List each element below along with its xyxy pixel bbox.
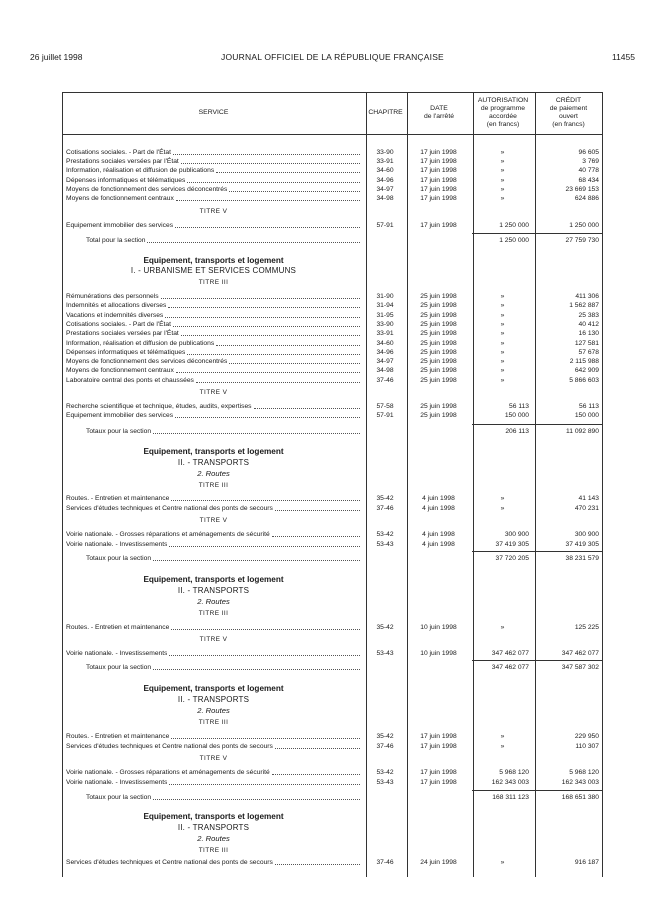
titre-heading: TITRE V [199,389,228,396]
table-row [62,157,603,166]
row-chapitre: 37-46 [376,504,394,512]
subsection-heading: 2. Routes [197,706,230,715]
row-chapitre: 57-91 [376,222,394,229]
section-total-row [62,793,603,802]
dot-leader [176,200,360,201]
column-header-service: SERVICE [198,109,229,116]
table-row [62,504,603,513]
table-row [62,311,603,320]
row-label: Services d'études techniques et Centre national des ponts de secours [66,859,273,866]
dot-leader [173,154,360,155]
section-heading: II. - TRANSPORTS [177,823,250,832]
row-credit: 40 412 [578,320,599,328]
row-credit: 642 909 [574,367,599,375]
row-label: Routes. - Entretien et maintenance [66,733,170,740]
ministry-heading: Equipement, transports et logement [143,447,284,456]
section-heading: I. - URBANISME ET SERVICES COMMUNS [130,266,297,275]
row-credit: 41 143 [578,495,599,502]
table-row [62,301,603,310]
section-heading: II. - TRANSPORTS [177,458,250,467]
row-autorisation: 300 900 [504,531,529,538]
row-date: 17 juin 1998 [420,742,457,750]
row-label: Cotisations sociales. - Part de l'État [66,149,171,156]
row-autorisation: » [500,348,505,356]
total-credit: 27 759 730 [565,237,599,244]
row-credit: 23 669 153 [565,185,599,193]
dot-leader [147,242,360,243]
row-credit: 56 113 [579,403,599,410]
dot-leader [171,738,360,739]
row-label: Voirie nationale. - Grosses réparations et aménagements de sécurité [66,769,270,776]
row-autorisation: » [500,149,505,156]
row-date: 25 juin 1998 [420,293,457,300]
row-chapitre: 37-46 [376,742,394,750]
row-date: 25 juin 1998 [420,311,457,319]
table-row [62,742,603,751]
row-chapitre: 33-90 [376,320,394,328]
row-chapitre: 34-96 [376,176,394,184]
table-row [62,176,603,185]
row-label: Prestations sociales versées par l'État [66,330,179,338]
dot-leader [254,408,360,409]
row-label: Dépenses informatiques et télématiques [66,348,186,356]
dot-leader [275,748,360,749]
row-label: Voirie nationale. - Grosses réparations et aménagements de sécurité [66,531,270,538]
dot-leader [187,354,360,355]
row-date: 25 juin 1998 [420,403,457,410]
row-credit: 57 678 [578,348,599,356]
row-date: 25 juin 1998 [420,412,457,420]
row-autorisation: » [500,859,505,866]
row-label: Rémunérations des personnels [66,293,159,300]
total-label: Totaux pour la section [86,794,152,801]
table-row [62,778,603,787]
row-label: Moyens de fonctionnement des services déconcentrés [66,185,228,193]
row-label: Services d'études techniques et Centre national des ponts de secours [66,742,273,750]
table-row [62,185,603,194]
row-label: Dépenses informatiques et télématiques [66,176,186,184]
total-label: Totaux pour la section [86,664,152,671]
ministry-heading: Equipement, transports et logement [143,684,284,693]
row-label: Voirie nationale. - Investissements [66,650,168,657]
table-row [62,376,603,385]
row-credit: 3 769 [582,158,599,166]
header-journal-title: JOURNAL OFFICIEL DE LA RÉPUBLIQUE FRANÇAISE [221,52,444,62]
row-chapitre: 34-60 [376,167,394,175]
section-total-row [62,663,603,672]
total-label: Totaux pour la section [86,555,152,562]
row-date: 4 juin 1998 [422,531,455,538]
row-autorisation: » [500,367,505,375]
header-separator [62,134,603,135]
row-chapitre: 33-91 [376,158,394,166]
row-date: 4 juin 1998 [422,495,455,502]
dot-leader [171,629,360,630]
row-autorisation: » [500,504,505,512]
dot-leader [153,799,360,800]
row-credit: 150 000 [574,412,599,420]
dot-leader [196,382,360,383]
total-label: Total pour la section [86,237,146,244]
row-autorisation: » [500,176,505,184]
dot-leader [216,345,360,346]
dot-leader [272,536,360,537]
row-autorisation: » [500,302,505,310]
section-total-row [62,554,603,563]
row-label: Laboratoire central des ponts et chaussées [66,376,194,384]
subsection-heading: 2. Routes [197,834,230,843]
column-header-chapitre: CHAPITRE [368,109,403,116]
table-row [62,221,603,230]
row-autorisation: » [500,358,505,366]
row-chapitre: 37-46 [376,859,394,866]
row-chapitre: 37-46 [376,376,394,384]
row-credit: 25 383 [578,311,599,319]
row-chapitre: 34-97 [376,185,394,193]
row-date: 25 juin 1998 [420,302,457,310]
titre-heading: TITRE V [199,517,228,524]
dot-leader [169,546,360,547]
total-rule [472,660,603,661]
table-row [62,348,603,357]
table-row [62,623,603,632]
table-row [62,320,603,329]
row-autorisation: 1 250 000 [499,222,529,229]
row-autorisation: » [500,742,505,750]
row-date: 17 juin 1998 [420,195,457,202]
column-divider [473,93,474,877]
row-label: Recherche scientifique et technique, études, audits, expertises [66,403,252,410]
dot-leader [153,560,360,561]
row-chapitre: 53-43 [376,540,394,548]
row-credit: 110 307 [575,742,599,750]
row-credit: 1 250 000 [569,222,599,229]
titre-heading: TITRE V [199,636,228,643]
total-rule [472,424,603,425]
table-row [62,166,603,175]
column-divider [407,93,408,877]
row-credit: 1 562 887 [569,302,599,310]
dot-leader [181,163,360,164]
row-label: Routes. - Entretien et maintenance [66,495,170,502]
table-row [62,768,603,777]
dot-leader [229,363,360,364]
row-date: 25 juin 1998 [420,320,457,328]
total-rule [472,233,603,234]
row-date: 17 juin 1998 [420,176,457,184]
row-date: 17 juin 1998 [420,167,457,175]
row-autorisation: » [500,293,505,300]
section-heading: II. - TRANSPORTS [177,586,250,595]
dot-leader [272,774,360,775]
row-autorisation: 5 968 120 [499,769,529,776]
row-date: 10 juin 1998 [420,650,457,657]
ministry-heading: Equipement, transports et logement [143,812,284,821]
row-autorisation: » [500,624,505,631]
dot-leader [275,864,360,865]
dot-leader [216,172,360,173]
table-row [62,357,603,366]
row-date: 17 juin 1998 [420,158,457,166]
total-credit: 38 231 579 [565,555,599,562]
row-autorisation: » [500,195,505,202]
row-credit: 300 900 [574,531,599,538]
dot-leader [171,500,360,501]
row-autorisation: » [500,320,505,328]
row-chapitre: 57-91 [376,412,394,420]
row-date: 25 juin 1998 [420,358,457,366]
section-heading: II. - TRANSPORTS [177,695,250,704]
row-autorisation: 56 113 [509,403,529,410]
section-total-row [62,427,603,436]
dot-leader [169,784,360,785]
row-date: 4 juin 1998 [422,540,455,548]
row-date: 17 juin 1998 [420,222,457,229]
row-label: Vacations et indemnités diverses [66,311,164,319]
table-row [62,540,603,549]
row-credit: 411 306 [575,293,599,300]
titre-heading: TITRE V [199,208,228,215]
row-label: Prestations sociales versées par l'État [66,158,179,166]
row-label: Cotisations sociales. - Part de l'État [66,320,171,328]
dot-leader [165,317,360,318]
row-date: 25 juin 1998 [420,376,457,384]
column-divider [366,93,367,877]
row-chapitre: 35-42 [376,495,394,502]
row-chapitre: 34-97 [376,358,394,366]
table-row [62,148,603,157]
subsection-heading: 2. Routes [197,597,230,606]
total-credit: 11 092 890 [566,428,599,435]
total-credit: 347 587 302 [561,664,599,671]
table-row [62,494,603,503]
row-credit: 37 419 305 [565,540,599,548]
row-chapitre: 53-42 [376,769,394,776]
row-credit: 5 866 603 [569,376,599,384]
dot-leader [175,417,360,418]
table-row [62,329,603,338]
table-row [62,530,603,539]
row-autorisation: » [500,495,505,502]
table-row [62,194,603,203]
row-date: 17 juin 1998 [420,733,457,740]
dot-leader [181,335,360,336]
row-chapitre: 53-43 [376,650,394,657]
row-credit: 127 581 [574,339,599,347]
header-date: 26 juillet 1998 [30,52,83,62]
total-rule [472,551,603,552]
row-autorisation: 347 462 077 [491,650,529,657]
table-row [62,402,603,411]
row-chapitre: 53-43 [376,778,394,786]
dot-leader [153,669,360,670]
total-autorisation: 347 462 077 [491,664,529,671]
row-credit: 347 462 077 [561,650,599,657]
row-label: Voirie nationale. - Investissements [66,540,168,548]
dot-leader [169,655,360,656]
row-credit: 229 950 [574,733,599,740]
row-date: 24 juin 1998 [420,859,457,866]
total-rule [472,790,603,791]
row-credit: 162 343 003 [561,778,599,786]
row-autorisation: » [500,330,505,338]
table-row [62,339,603,348]
titre-heading: TITRE III [198,847,229,854]
row-label: Voirie nationale. - Investissements [66,778,168,786]
column-header-autorisation: AUTORISATION de programme accordée (en francs) [477,97,529,128]
row-label: Equipement immobilier des services [66,412,174,420]
row-chapitre: 53-42 [376,531,394,538]
row-label: Services d'études techniques et Centre national des ponts de secours [66,504,273,512]
row-autorisation: » [500,339,505,347]
table-row [62,858,603,867]
table-row [62,292,603,301]
row-label: Information, réalisation et diffusion de publications [66,167,215,175]
section-total-row [62,236,603,245]
row-label: Moyens de fonctionnement centraux [66,195,174,202]
row-date: 10 juin 1998 [420,624,457,631]
header-page-number: 11455 [611,52,635,62]
row-credit: 68 434 [578,176,599,184]
titre-heading: TITRE III [198,610,229,617]
row-date: 25 juin 1998 [420,330,457,338]
row-autorisation: » [500,376,505,384]
row-chapitre: 57-58 [376,403,394,410]
row-date: 25 juin 1998 [420,367,457,375]
row-credit: 125 225 [574,624,599,631]
row-chapitre: 34-98 [376,367,394,375]
dot-leader [153,433,360,434]
row-date: 25 juin 1998 [420,339,457,347]
row-chapitre: 31-94 [376,302,394,310]
table-row [62,366,603,375]
row-credit: 624 886 [574,195,599,202]
titre-heading: TITRE III [198,279,229,286]
dot-leader [187,182,360,183]
row-autorisation: » [500,311,505,319]
row-date: 4 juin 1998 [422,504,455,512]
titre-heading: TITRE III [198,719,229,726]
table-row [62,732,603,741]
dot-leader [175,227,360,228]
total-autorisation: 168 311 123 [492,794,529,801]
row-autorisation: 150 000 [504,412,529,420]
row-autorisation: » [500,167,505,175]
row-chapitre: 33-91 [376,330,394,338]
running-header [30,52,635,64]
dot-leader [173,326,360,327]
row-credit: 5 968 120 [569,769,599,776]
row-date: 17 juin 1998 [420,778,457,786]
total-autorisation: 206 113 [505,428,529,435]
row-autorisation: » [500,185,505,193]
row-credit: 40 778 [578,167,599,175]
table-row [62,649,603,658]
row-date: 17 juin 1998 [420,149,457,156]
column-header-date: DATE de l'arrêté [423,105,454,120]
dot-leader [168,307,360,308]
row-credit: 96 605 [578,149,599,156]
row-label: Moyens de fonctionnement des services déconcentrés [66,358,228,366]
row-chapitre: 35-42 [376,624,394,631]
row-label: Equipement immobilier des services [66,222,174,229]
row-chapitre: 31-95 [376,311,394,319]
row-date: 17 juin 1998 [420,185,457,193]
row-credit: 16 130 [578,330,599,338]
total-autorisation: 1 250 000 [499,237,529,244]
row-label: Moyens de fonctionnement centraux [66,367,174,375]
row-credit: 916 187 [574,859,599,866]
ministry-heading: Equipement, transports et logement [143,575,284,584]
row-label: Information, réalisation et diffusion de publications [66,339,215,347]
row-chapitre: 34-98 [376,195,394,202]
dot-leader [229,191,360,192]
row-autorisation: 37 419 305 [495,540,529,548]
total-autorisation: 37 720 205 [495,555,529,562]
row-chapitre: 35-42 [376,733,394,740]
titre-heading: TITRE III [198,482,229,489]
column-header-credit: CRÉDIT de paiement ouvert (en francs) [549,97,588,128]
table-row [62,411,603,420]
row-chapitre: 34-96 [376,348,394,356]
row-chapitre: 34-60 [376,339,394,347]
column-divider [535,93,536,877]
dot-leader [176,372,360,373]
total-label: Totaux pour la section [86,428,152,435]
row-autorisation: » [500,733,505,740]
ministry-heading: Equipement, transports et logement [143,256,284,265]
row-autorisation: » [500,158,505,166]
row-credit: 2 115 988 [569,358,599,366]
row-chapitre: 31-90 [376,293,394,300]
row-date: 25 juin 1998 [420,348,457,356]
row-date: 17 juin 1998 [420,769,457,776]
dot-leader [275,510,360,511]
subsection-heading: 2. Routes [197,469,230,478]
row-chapitre: 33-90 [376,149,394,156]
titre-heading: TITRE V [199,755,228,762]
total-credit: 168 651 380 [561,794,599,801]
row-autorisation: 162 343 003 [491,778,529,786]
row-label: Routes. - Entretien et maintenance [66,624,170,631]
dot-leader [161,298,360,299]
row-label: Indemnités et allocations diverses [66,302,167,310]
row-credit: 470 231 [574,504,599,512]
